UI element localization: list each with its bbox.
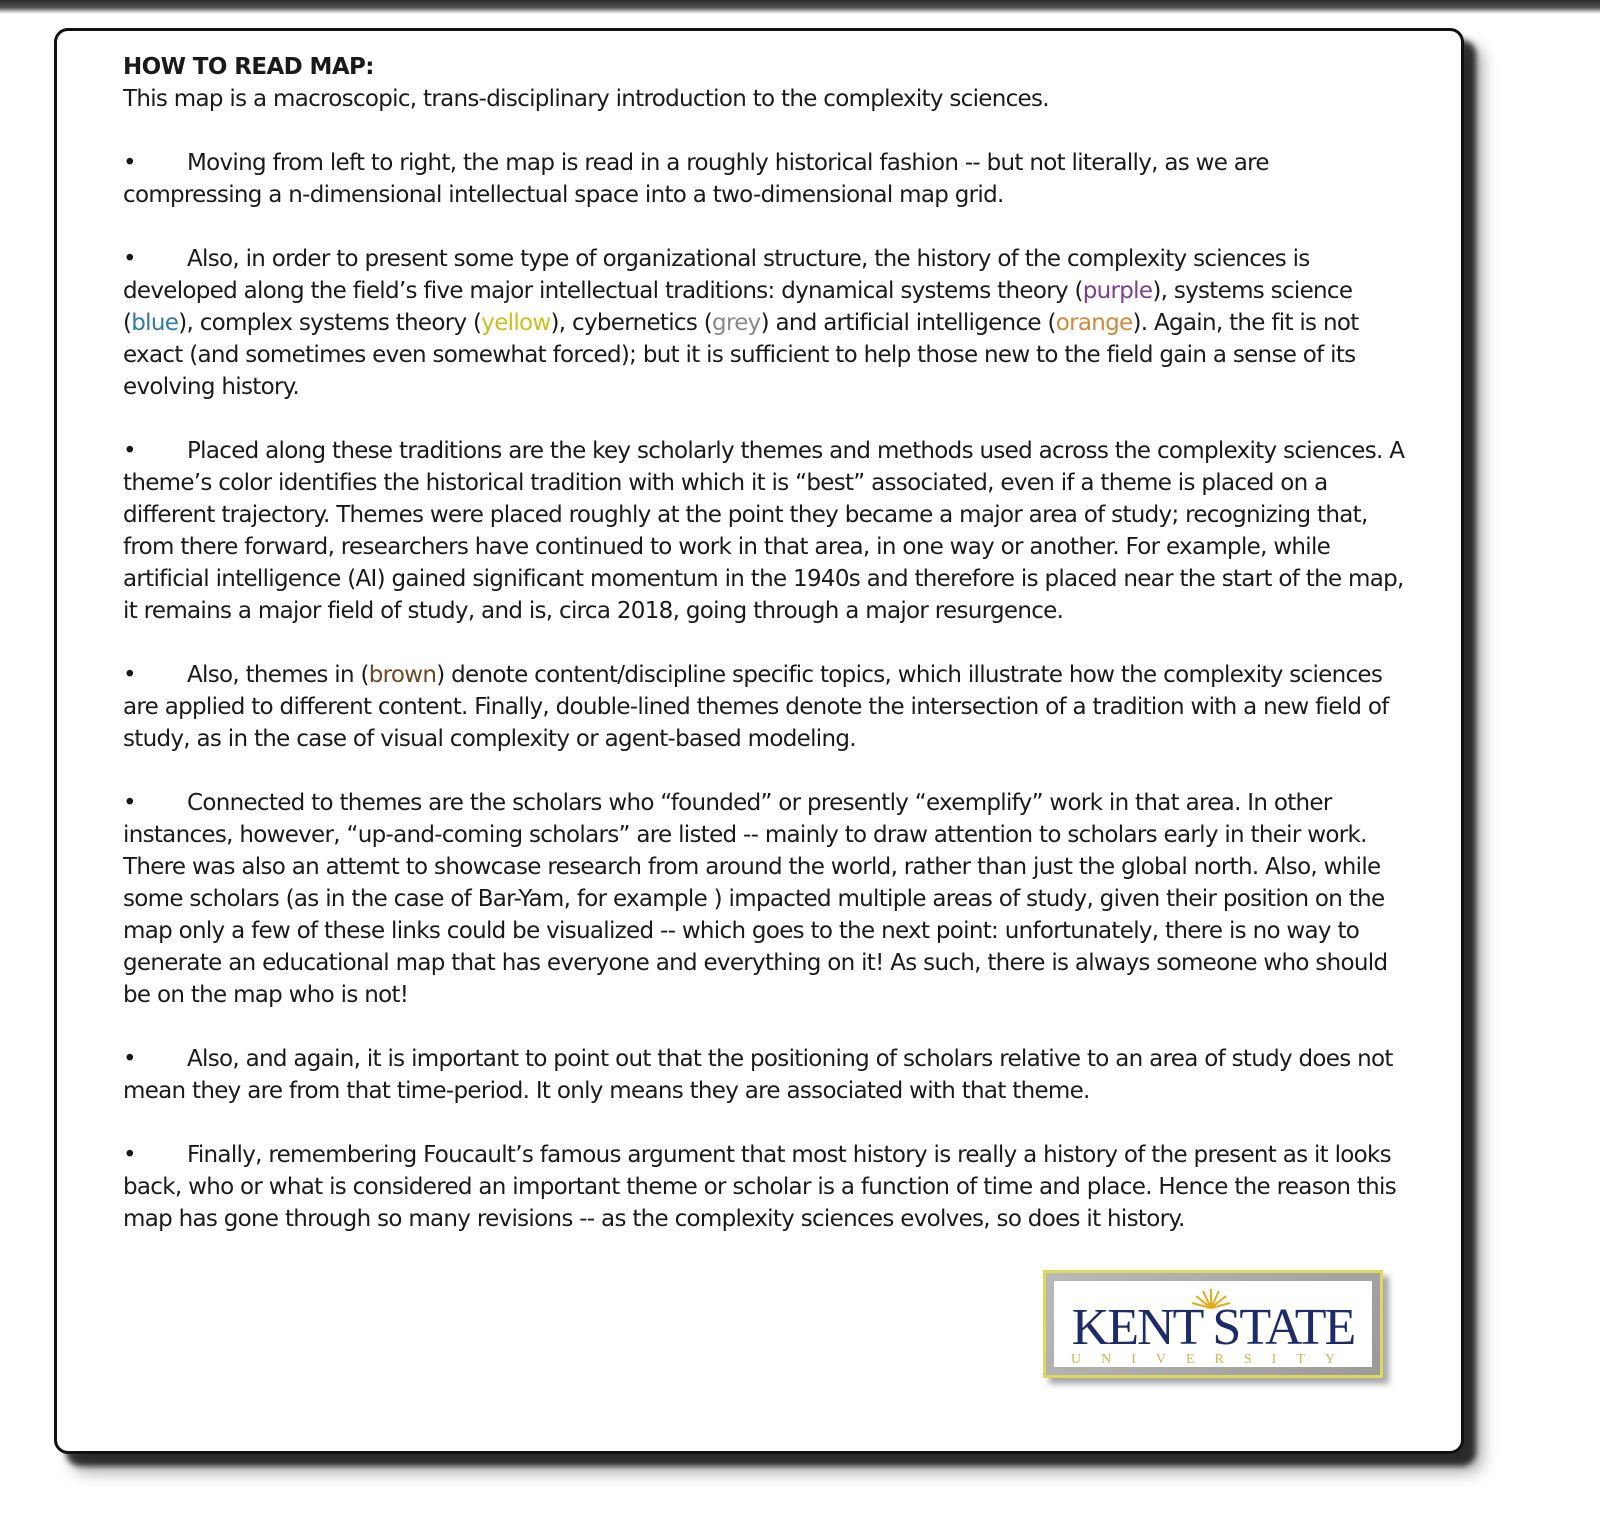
- color-word-orange: orange: [1055, 310, 1133, 336]
- bullet-text-part: ) denote content/discipline specific topics, which illustrate how the complexity sciences are applied to different content. Finally, double-lined themes denote the intersection of a tradition with a new field of study, as in the case of visual complexity or agent-based modeling.: [123, 662, 1389, 752]
- kent-state-logo: [1043, 1270, 1383, 1378]
- bullet-icon: •: [123, 438, 136, 464]
- logo-inner: [1054, 1281, 1372, 1367]
- bullet-text-part: Also, in order to present some type of organizational structure, the history of the complexity sciences is developed along the field’s five major intellectual traditions: dynamical systems theory (: [123, 246, 1310, 304]
- bullet-traditions: [123, 243, 1413, 403]
- bullet-themes: [123, 435, 1413, 627]
- logo-wordmark: KENT STATE: [1071, 1299, 1355, 1356]
- bullet-icon: •: [123, 246, 136, 272]
- bullet-direction: [123, 147, 1413, 211]
- bullet-text-part: Also, themes in (: [187, 662, 369, 688]
- bullet-brown-themes: [123, 659, 1413, 755]
- instructions-text: [123, 51, 1413, 1267]
- intro-text: This map is a macroscopic, trans-disciplinary introduction to the complexity sciences.: [123, 86, 1049, 112]
- map-legend-panel: [54, 28, 1464, 1454]
- bullet-text-part: ) and artificial intelligence (: [760, 310, 1056, 336]
- bullet-text: Moving from left to right, the map is read in a roughly historical fashion -- but not literally, as we are compressing a n-dimensional intellectual space into a two-dimensional map grid.: [123, 150, 1269, 208]
- bullet-icon: •: [123, 1046, 136, 1072]
- bullet-text: Finally, remembering Foucault’s famous argument that most history is really a history of the present as it looks back, who or what is considered an important theme or scholar is a function of time and place. Hence the reason this map has gone through so many revisions -- as the complexity sciences evolves, so does it history.: [123, 1142, 1397, 1232]
- top-shadow-bar: [0, 0, 1600, 14]
- bullet-icon: •: [123, 1142, 136, 1168]
- bullet-text: Also, and again, it is important to point out that the positioning of scholars relative to an area of study does not mean they are from that time-period. It only means they are associated with that theme.: [123, 1046, 1393, 1104]
- bullet-text-part: ), cybernetics (: [550, 310, 713, 336]
- color-word-brown: brown: [368, 662, 437, 688]
- color-word-grey: grey: [712, 310, 761, 336]
- bullet-text-part: ), complex systems theory (: [178, 310, 482, 336]
- color-word-blue: blue: [131, 310, 179, 336]
- bullet-positioning: [123, 1043, 1413, 1107]
- page-title: HOW TO READ MAP:: [123, 54, 374, 80]
- bullet-scholars: [123, 787, 1413, 1011]
- bullet-icon: •: [123, 790, 136, 816]
- bullet-text-part: ), systems science (: [123, 278, 1353, 336]
- bullet-icon: •: [123, 662, 136, 688]
- bullet-text: Placed along these traditions are the key scholarly themes and methods used across the complexity sciences. A theme’s color identifies the historical tradition with which it is “best” associated, even if a theme is placed on a different trajectory. Themes were placed roughly at the point they became a major area of study; recognizing that, from there forward, researchers have continued to work in that area, in one way or another. For example, while artificial intelligence (AI) gained significant momentum in the 1940s and therefore is placed near the start of the map, it remains a major field of study, and is, circa 2018, going through a major resurgence.: [123, 438, 1405, 624]
- bullet-icon: •: [123, 150, 136, 176]
- color-word-purple: purple: [1082, 278, 1153, 304]
- bullet-foucault: [123, 1139, 1413, 1235]
- bullet-text-part: ). Again, the fit is not exact (and sometimes even somewhat forced); but it is sufficient to help those new to the field gain a sense of its evolving history.: [123, 310, 1359, 400]
- bullet-text: Connected to themes are the scholars who “founded” or presently “exemplify” work in that area. In other instances, however, “up-and-coming scholars” are listed -- mainly to draw attention to scholars early in their work. There was also an attemt to showcase research from around the world, rather than just the global north. Also, while some scholars (as in the case of Bar-Yam, for example ) impacted multiple areas of study, given their position on the map only a few of these links could be visualized -- which goes to the next point: unfortunately, there is no way to generate an educational map that has everyone and everything on it! As such, there is always someone who should be on the map who is not!: [123, 790, 1388, 1008]
- color-word-yellow: yellow: [481, 310, 551, 336]
- logo-subtitle: UNIVERSITY: [1071, 1352, 1355, 1367]
